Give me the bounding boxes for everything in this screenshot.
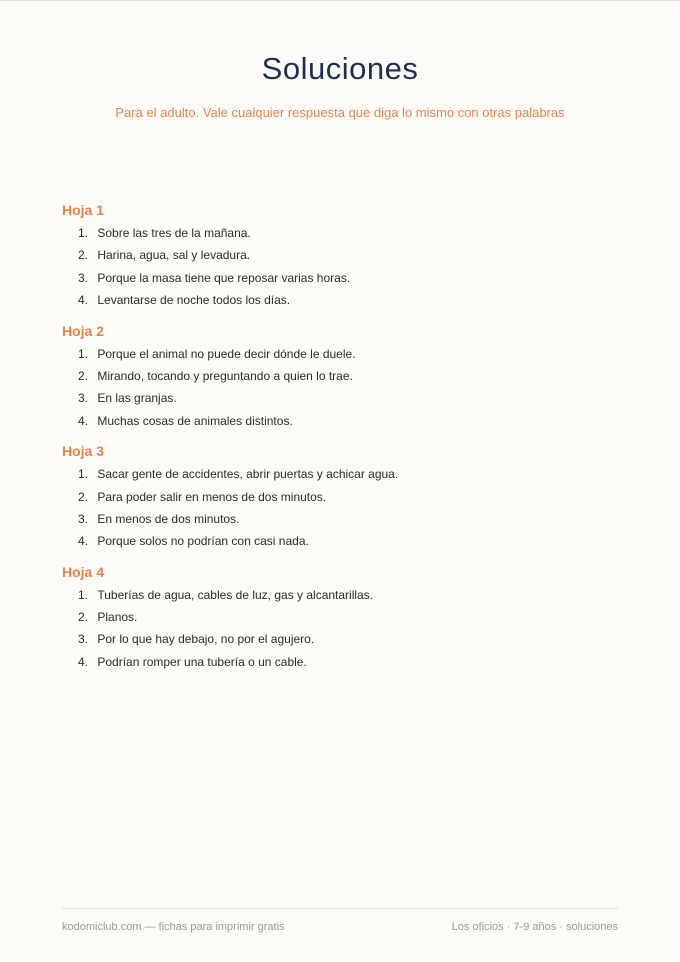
answer-number: 2. bbox=[78, 368, 89, 383]
answer-item bbox=[78, 244, 622, 266]
answer-list bbox=[62, 222, 622, 312]
answer-text: Por lo que hay debajo, no por el agujero. bbox=[97, 632, 315, 647]
answer-text: Mirando, tocando y preguntando a quien lo trae. bbox=[97, 368, 353, 383]
answer-item bbox=[78, 530, 622, 552]
answer-number: 3. bbox=[78, 270, 89, 285]
answer-item bbox=[78, 410, 622, 432]
footer-divider bbox=[62, 908, 618, 909]
answer-list bbox=[62, 463, 622, 553]
solutions-list bbox=[62, 201, 622, 683]
answer-number: 1. bbox=[78, 346, 89, 361]
answer-number: 4. bbox=[78, 413, 89, 428]
footer-info-text: Los oficios · 7-9 años · soluciones bbox=[451, 921, 618, 933]
footer-site-text: kodomiclub.com — fichas para imprimir gratis bbox=[62, 921, 285, 933]
answer-number: 3. bbox=[78, 632, 89, 647]
answer-item bbox=[78, 387, 622, 409]
answer-list bbox=[62, 584, 622, 674]
section-title: Hoja 3 bbox=[62, 443, 105, 460]
solution-section bbox=[62, 442, 622, 553]
solution-section bbox=[62, 322, 622, 433]
section-title: Hoja 1 bbox=[62, 202, 105, 218]
answer-list bbox=[62, 343, 622, 433]
answer-number: 4. bbox=[78, 293, 89, 308]
answer-text: En menos de dos minutos. bbox=[97, 511, 240, 526]
answer-number: 1. bbox=[78, 587, 89, 602]
page-subtitle: Para el adulto. Vale cualquier respuesta que diga lo mismo con otras palabras bbox=[115, 105, 565, 120]
section-title: Hoja 2 bbox=[62, 322, 105, 339]
answer-number: 4. bbox=[78, 654, 89, 669]
solution-section bbox=[62, 201, 622, 312]
answer-text: En las granjas. bbox=[97, 391, 177, 406]
answer-text: Porque el animal no puede decir dónde le duele. bbox=[97, 346, 356, 361]
answer-text: Harina, agua, sal y levadura. bbox=[97, 248, 251, 263]
answer-item bbox=[78, 343, 622, 365]
answer-text: Tuberías de agua, cables de luz, gas y alcantarillas. bbox=[97, 587, 374, 602]
answer-item bbox=[78, 289, 622, 311]
answer-text: Porque solos no podrían con casi nada. bbox=[97, 534, 309, 549]
answer-number: 3. bbox=[78, 391, 89, 406]
answer-text: Levantarse de noche todos los días. bbox=[97, 293, 291, 308]
solution-section bbox=[62, 563, 622, 674]
answer-item bbox=[78, 222, 622, 244]
answer-text: Porque la masa tiene que reposar varias horas. bbox=[97, 270, 351, 285]
answer-item bbox=[78, 508, 622, 530]
answer-text: Podrían romper una tubería o un cable. bbox=[97, 654, 307, 669]
answer-number: 2. bbox=[78, 248, 89, 263]
answer-text: Para poder salir en menos de dos minutos. bbox=[97, 489, 327, 504]
answer-item bbox=[78, 628, 622, 650]
answer-number: 2. bbox=[78, 489, 89, 504]
answer-item bbox=[78, 606, 622, 628]
answer-number: 1. bbox=[78, 467, 89, 482]
answer-item bbox=[78, 584, 622, 606]
answer-number: 3. bbox=[78, 511, 89, 526]
answer-item bbox=[78, 463, 622, 485]
answer-item bbox=[78, 651, 622, 673]
answer-text: Muchas cosas de animales distintos. bbox=[97, 413, 293, 428]
section-title: Hoja 4 bbox=[62, 563, 105, 580]
answer-item bbox=[78, 267, 622, 289]
answer-item bbox=[78, 486, 622, 508]
answer-text: Planos. bbox=[97, 610, 138, 625]
answer-number: 1. bbox=[78, 226, 89, 240]
answer-item bbox=[78, 365, 622, 387]
answer-text: Sobre las tres de la mañana. bbox=[97, 226, 251, 240]
answer-number: 2. bbox=[78, 610, 89, 625]
answer-text: Sacar gente de accidentes, abrir puertas y achicar agua. bbox=[97, 467, 399, 482]
page-title: Soluciones bbox=[261, 51, 419, 86]
answer-number: 4. bbox=[78, 534, 89, 549]
